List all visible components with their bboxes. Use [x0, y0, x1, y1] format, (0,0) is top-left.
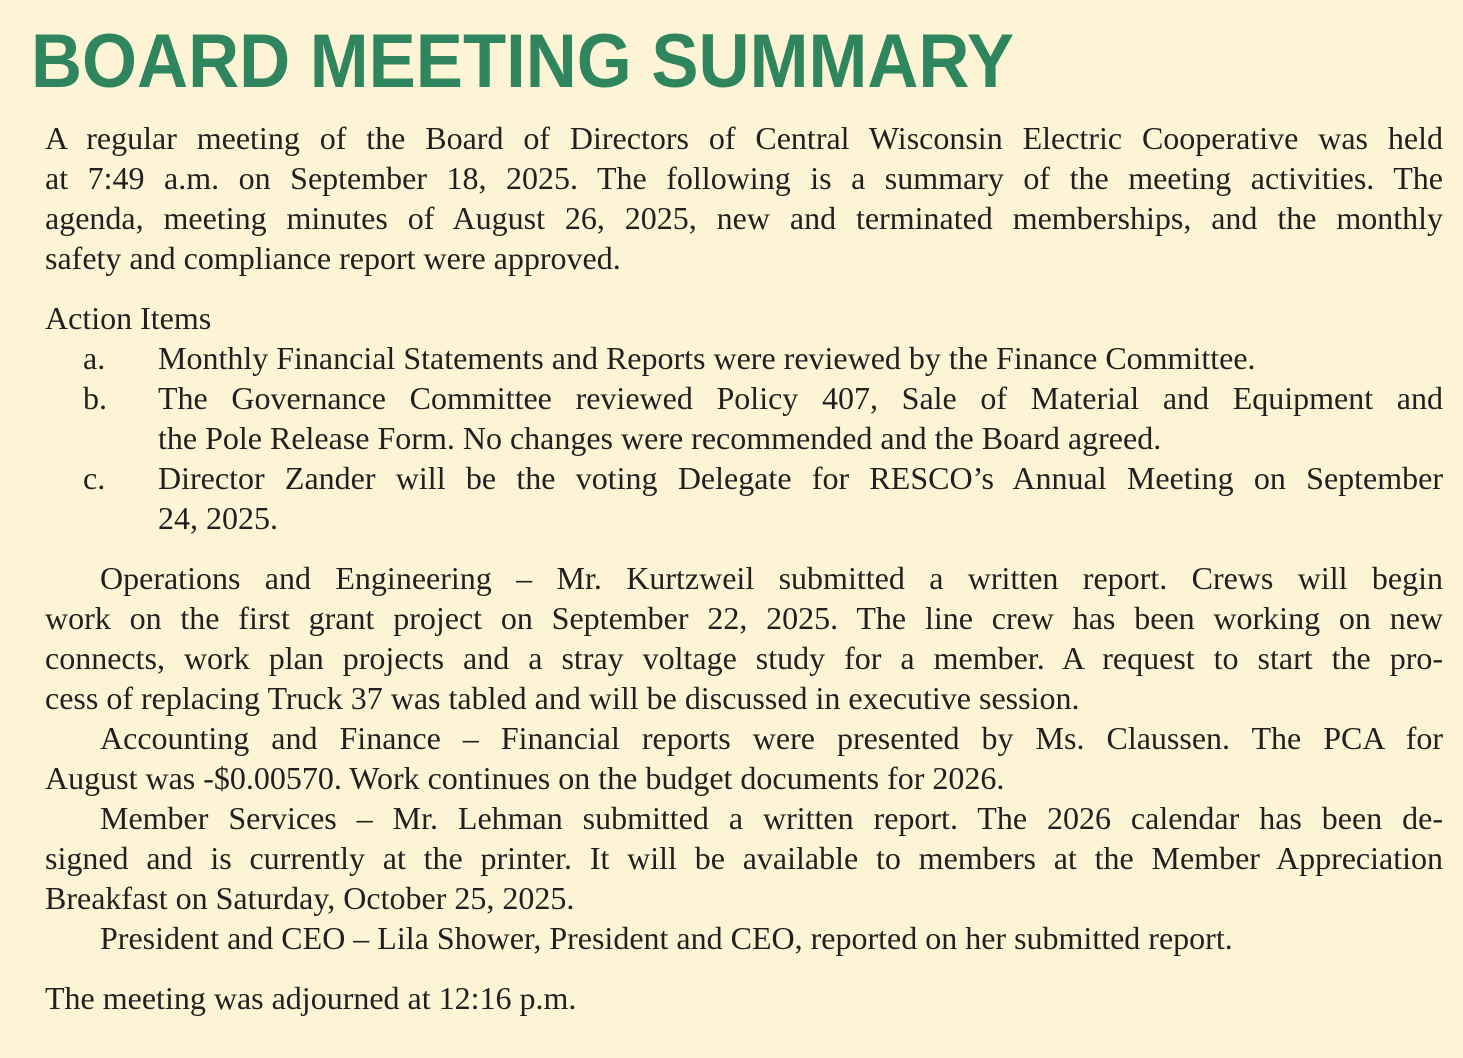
- text-line: Member Services – Mr. Lehman submitted a written report. The 2026 calendar has been de-: [100, 800, 1443, 836]
- meeting-summary-body: [45, 118, 1443, 1018]
- text-line: Accounting and Finance – Financial reports were presented by Ms. Claussen. The PCA for: [100, 720, 1443, 756]
- action-item: [45, 338, 1443, 378]
- text-line: connects, work plan projects and a stray voltage study for a member. A request to start the pro-: [45, 640, 1443, 676]
- report-accounting: [45, 718, 1443, 798]
- text-line: at 7:49 a.m. on September 18, 2025. The following is a summary of the meeting activities. The: [45, 160, 1443, 196]
- report-operations: [45, 558, 1443, 718]
- text-line: August was -$0.00570. Work continues on the budget documents for 2026.: [45, 760, 1005, 796]
- text-line: The Governance Committee reviewed Policy 407, Sale of Material and Equipment and: [158, 380, 1443, 416]
- text-line: safety and compliance report were approved.: [45, 240, 621, 276]
- text-line: President and CEO – Lila Shower, President and CEO, reported on her submitted report.: [100, 920, 1233, 956]
- text-line: Operations and Engineering – Mr. Kurtzweil submitted a written report. Crews will begin: [100, 560, 1443, 596]
- text-line: agenda, meeting minutes of August 26, 2025, new and terminated memberships, and the monthly: [45, 200, 1443, 236]
- text-line: signed and is currently at the printer. It will be available to members at the Member Appreciation: [45, 840, 1443, 876]
- text-line: Director Zander will be the voting Delegate for RESCO’s Annual Meeting on September: [158, 460, 1443, 496]
- item-letter: c.: [83, 460, 106, 496]
- closing-statement: The meeting was adjourned at 12:16 p.m.: [45, 980, 577, 1016]
- item-letter: a.: [83, 340, 106, 376]
- action-item: [45, 378, 1443, 458]
- action-item: [45, 458, 1443, 538]
- text-line: Monthly Financial Statements and Reports were reviewed by the Finance Committee.: [158, 340, 1256, 376]
- text-line: the Pole Release Form. No changes were recommended and the Board agreed.: [158, 420, 1162, 456]
- item-letter: b.: [83, 380, 107, 416]
- action-items-heading: Action Items: [45, 300, 212, 336]
- text-line: cess of replacing Truck 37 was tabled and will be discussed in executive session.: [45, 680, 1080, 716]
- intro-paragraph: [45, 118, 1443, 278]
- text-line: 24, 2025.: [158, 500, 278, 536]
- text-line: work on the first grant project on September 22, 2025. The line crew has been working on new: [45, 600, 1443, 636]
- reports-section: [45, 558, 1443, 958]
- text-line: Breakfast on Saturday, October 25, 2025.: [45, 880, 575, 916]
- report-ceo: [45, 918, 1443, 958]
- page-title: BOARD MEETING SUMMARY: [31, 19, 1014, 104]
- report-member-services: [45, 798, 1443, 918]
- text-line: A regular meeting of the Board of Directors of Central Wisconsin Electric Cooperative was held: [45, 120, 1443, 156]
- action-items-section: [45, 298, 1443, 538]
